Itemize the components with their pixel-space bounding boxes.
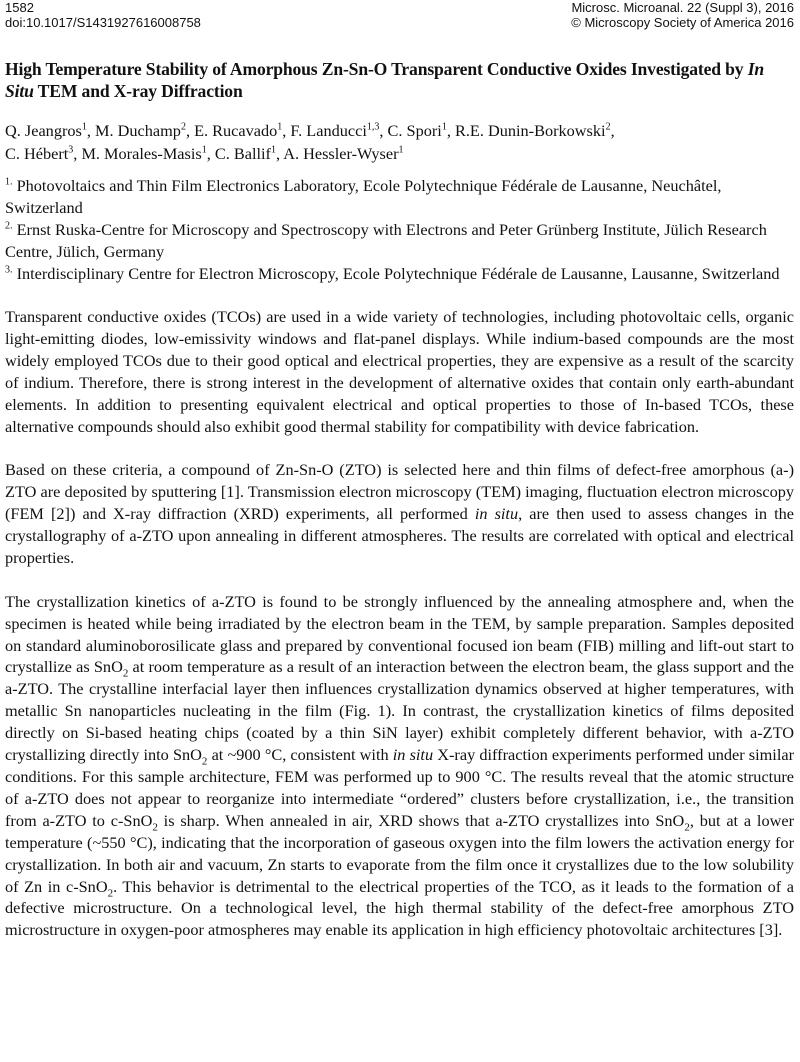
paragraph-2: Based on these criteria, a compound of Zn-Sn-O (ZTO) is selected here and thin films of defect-free amorphous (a-) ZTO are deposited by sputtering [1]. Transmission electron microscopy (TEM) imaging, fluctuation electron microscopy (FEM [2]) and X-ray diffraction (XRD) experiments, all performed in situ, are then used to assess changes in the crystallography of a-ZTO upon annealing in different atmospheres. The results are correlated with optical and electrical properties. — [5, 460, 794, 567]
author: M. Duchamp$^2$, — [95, 121, 195, 140]
journal-citation: Microsc. Microanal. 22 (Suppl 3), 2016 — [571, 0, 794, 15]
title-part-1: High Temperature Stability of Amorphous Zn-Sn-O Transparent Conductive Oxides Investigated by — [5, 59, 748, 79]
affiliation-mark: 1. — [5, 176, 13, 188]
author: E. Rucavado$^1$, — [194, 121, 291, 140]
affiliation-mark: 3. — [5, 264, 13, 276]
affiliation-mark: 2. — [5, 220, 13, 232]
paragraph-3: The crystallization kinetics of a-ZTO is found to be strongly influenced by the annealing atmosphere and, when the specimen is heated while being irradiated by the electron beam in the TEM, by sample preparation. Samples deposited on standard aluminoborosilicate glass and prepared by conventional focused ion beam (FIB) milling and lift-out start to crystallize as SnO$_2$ at room temperature as a result of an interaction between the electron beam, the glass support and the a-ZTO. The crystalline interfacial layer then influences crystallization dynamics observed at higher temperatures, with metallic Sn nanoparticles nucleating in the film (Fig. 1). In contrast, the crystallization kinetics of films deposited directly on Si-based heating chips (coated by a thin SiN layer) exhibit completely different behavior, with a-ZTO crystallizing directly into SnO$_2$ at ~900 °C, consistent with in situ X-ray diffraction experiments performed under similar conditions. For this sample architecture, FEM was performed up to 900 °C. The results reveal that the atomic structure of a-ZTO does not appear to reorganize into intermediate “ordered” clusters before crystallization, i.e., the transition from a-ZTO to c-SnO$_2$ is sharp. When annealed in air, XRD shows that a-ZTO crystallizes into SnO$_2$, but at a lower temperature (~550 °C), indicating that the incorporation of gaseous oxygen into the film lowers the activation energy for crystallization. In both air and vacuum, Zn starts to evaporate from the film once it crystallizes due to the low solubility of Zn in c-SnO$_2$. This behavior is detrimental to the electrical properties of the TCO, as it leads to the formation of a defective microstructure. On a technological level, the high thermal stability of the defect-free amorphous ZTO microstructure in oxygen-poor atmospheres may enable its application in high efficiency photovoltaic architectures [3]. — [5, 591, 795, 940]
author-list — [5, 119, 794, 165]
author: R.E. Dunin-Borkowski$^2$, — [454, 121, 615, 140]
author: A. Hessler-Wyser$^1$ — [283, 144, 404, 163]
page-number: 1582 — [5, 0, 34, 15]
author: F. Landucci$^{1,3}$, — [290, 121, 388, 140]
author: C. Hébert$^3$, — [5, 144, 82, 163]
abstract-body — [5, 306, 794, 941]
author: M. Morales-Masis$^1$, — [81, 144, 215, 163]
running-header — [5, 0, 794, 30]
affiliation — [5, 263, 794, 285]
doi-link[interactable]: doi:10.1017/S1431927616008758 — [5, 15, 201, 30]
title-italic: In Situ — [5, 59, 765, 101]
author: Q. Jeangros$^1$, — [5, 121, 96, 140]
author: C. Spori$^1$, — [387, 121, 455, 140]
affiliation-text: Interdisciplinary Centre for Electron Microscopy, Ecole Polytechnique Fédérale de Lausanne, Lausanne, Switzerland — [16, 264, 780, 283]
affiliation-text: Ernst Ruska-Centre for Microscopy and Spectroscopy with Electrons and Peter Grünberg Institute, Jülich Research Centre, Jülich, Germany — [5, 220, 767, 261]
affiliation — [5, 175, 794, 219]
header-right — [571, 0, 794, 30]
paragraph-1: Transparent conductive oxides (TCOs) are used in a wide variety of technologies, including photovoltaic cells, organic light-emitting diodes, low-emissivity windows and flat-panel displays. While indium-based compounds are the most widely employed TCOs due to their good optical and electrical properties, they are expensive as a result of the scarcity of indium. Therefore, there is strong interest in the development of alternative oxides that contain only earth-abundant elements. In addition to presenting equivalent electrical and optical properties to those of In-based TCOs, these alternative compounds should also exhibit good thermal stability for compatibility with device fabrication. — [5, 307, 794, 436]
header-left — [5, 0, 201, 30]
title-part-2: TEM and X-ray Diffraction — [33, 81, 243, 101]
affiliation-list — [5, 175, 794, 285]
author: C. Ballif$^1$, — [214, 144, 284, 163]
copyright-notice: © Microscopy Society of America 2016 — [571, 15, 794, 30]
affiliation — [5, 219, 794, 263]
affiliation-text: Photovoltaics and Thin Film Electronics Laboratory, Ecole Polytechnique Fédérale de Lausanne, Neuchâtel, Switzerland — [5, 176, 722, 217]
paper-title — [5, 58, 794, 102]
